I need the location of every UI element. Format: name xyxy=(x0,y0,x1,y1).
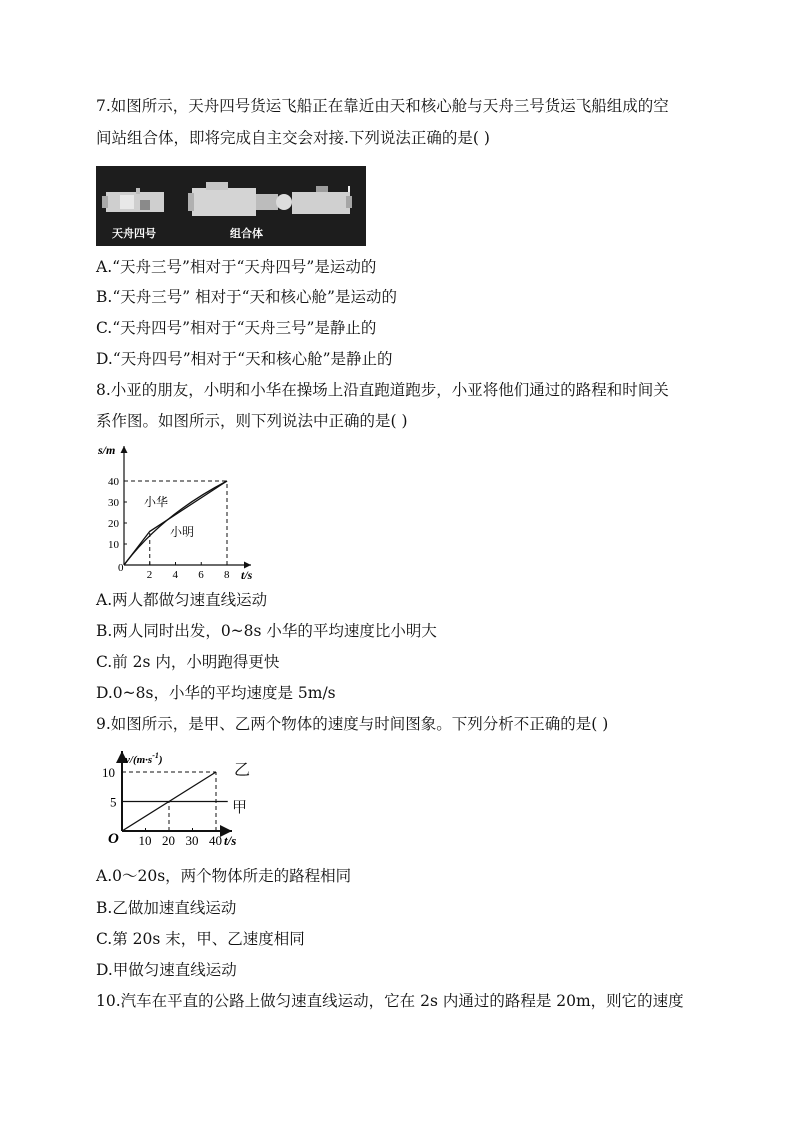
v-t-ylabel: $v/(m\cdot s^{-1})$ xyxy=(125,751,163,766)
s-t-x-tick-label-6: 6 xyxy=(198,569,204,581)
v-t-x-tick-label-40: 40 xyxy=(209,833,222,848)
q10-stem: 10.汽车在平直的公路上做匀速直线运动，它在 2s 内通过的路程是 20m，则它的速度 xyxy=(96,992,684,1010)
s-t-y-tick-label-10: 10 xyxy=(108,539,119,551)
s-t-series-label-xiaohua: 小华 xyxy=(144,495,169,509)
q7-stem-line2: 间站组合体，即将完成自主交会对接.下列说法正确的是( ) xyxy=(96,129,490,147)
q8-option-b: B.两人同时出发，0~8s 小华的平均速度比小明大 xyxy=(96,622,437,640)
photo-label-right: 组合体 xyxy=(230,227,263,240)
q7-option-d: D.“天舟四号”相对于“天和核心舱”是静止的 xyxy=(96,350,393,368)
q9-option-c: C.第 20s 末，甲、乙速度相同 xyxy=(96,930,305,948)
q9-option-a: A.0～20s，两个物体所走的路程相同 xyxy=(96,867,352,885)
q9-option-b: B.乙做加速直线运动 xyxy=(96,899,237,917)
q9-stem: 9.如图所示，是甲、乙两个物体的速度与时间图象。下列分析不正确的是( ) xyxy=(96,715,609,733)
photo-label-left: 天舟四号 xyxy=(112,227,156,240)
s-t-ylabel: s/m xyxy=(98,443,116,457)
s-t-y-tick-label-40: 40 xyxy=(108,476,119,488)
q8-option-d: D.0~8s，小华的平均速度是 5m/s xyxy=(96,684,336,702)
v-t-origin: O xyxy=(108,831,119,847)
q9-option-d: D.甲做匀速直线运动 xyxy=(96,961,237,979)
s-t-line-xiaohua xyxy=(124,481,227,565)
s-t-y-tick-label-20: 20 xyxy=(108,518,119,530)
station-complex-illustration xyxy=(188,182,352,216)
s-t-x-tick-label-2: 2 xyxy=(146,569,153,581)
s-t-x-tick-label-8: 8 xyxy=(224,569,230,581)
v-t-xlabel: t/s xyxy=(224,833,237,848)
v-t-y-tick-label-5: 5 xyxy=(110,794,117,810)
q8-stem-line2: 系作图。如图所示，则下列说法中正确的是( ) xyxy=(96,412,408,430)
v-t-x-tick-label-30: 30 xyxy=(185,833,199,848)
v-t-label-jia: 甲 xyxy=(232,798,248,816)
q7-option-a: A.“天舟三号”相对于“天舟四号”是运动的 xyxy=(96,258,377,276)
space-station-photo xyxy=(96,166,366,246)
q8-option-c: C.前 2s 内，小明跑得更快 xyxy=(96,653,280,671)
s-t-chart xyxy=(96,440,266,585)
s-t-xlabel: t/s xyxy=(241,568,253,582)
s-t-series-label-xiaoming: 小明 xyxy=(170,525,195,539)
s-t-origin: 0 xyxy=(118,562,124,574)
v-t-label-yi: 乙 xyxy=(234,760,251,779)
s-t-y-tick-label-30: 30 xyxy=(108,497,119,509)
q8-option-a: A.两人都做匀速直线运动 xyxy=(96,591,268,609)
q8-stem-line1: 8.小亚的朋友，小明和小华在操场上沿直跑道跑步，小亚将他们通过的路程和时间关 xyxy=(96,381,669,399)
s-t-line-xiaoming xyxy=(124,481,227,565)
tianzhou4-illustration xyxy=(102,188,164,212)
q7-option-b: B.“天舟三号” 相对于“天和核心舱”是运动的 xyxy=(96,288,397,306)
q7-stem-line1: 7.如图所示，天舟四号货运飞船正在靠近由天和核心舱与天舟三号货运飞船组成的空 xyxy=(96,97,669,115)
v-t-y-tick-label-10: 10 xyxy=(102,765,115,780)
s-t-x-tick-label-4: 4 xyxy=(172,569,178,581)
v-t-x-tick-label-20: 20 xyxy=(162,833,175,848)
v-t-x-tick-label-10: 10 xyxy=(138,833,152,848)
q7-option-c: C.“天舟四号”相对于“天舟三号”是静止的 xyxy=(96,319,377,337)
